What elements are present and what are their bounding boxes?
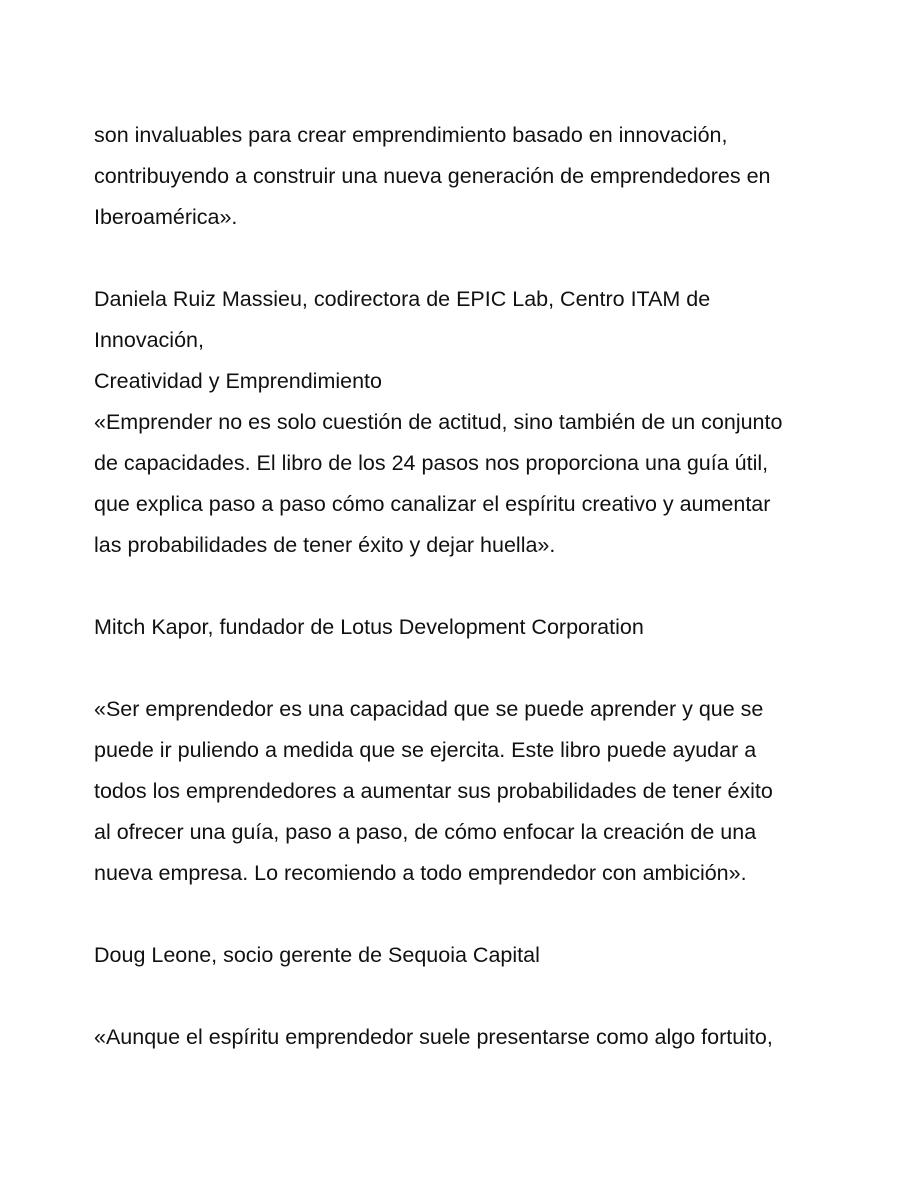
text-line: son invaluables para crear emprendimiento basado en innovación, (94, 123, 728, 147)
quote-line: nueva empresa. Lo recomiendo a todo emprendedor con ambición». (94, 861, 747, 885)
quote-line: que explica paso a paso cómo canalizar el espíritu creativo y aumentar (94, 492, 771, 516)
attribution-line: Creatividad y Emprendimiento (94, 369, 382, 393)
quote-line: puede ir puliendo a medida que se ejercita. Este libro puede ayudar a (94, 738, 757, 762)
quote-line: «Ser emprendedor es una capacidad que se puede aprender y que se (94, 697, 764, 721)
text-line: contribuyendo a construir una nueva generación de emprendedores en (94, 164, 771, 188)
text-line: Iberoamérica». (94, 205, 238, 229)
quote-line: las probabilidades de tener éxito y dejar huella». (94, 533, 556, 557)
quote-line: «Aunque el espíritu emprendedor suele presentarse como algo fortuito, (94, 1025, 773, 1049)
quote-line: todos los emprendedores a aumentar sus probabilidades de tener éxito (94, 779, 773, 803)
quote-line: al ofrecer una guía, paso a paso, de cómo enfocar la creación de una (94, 820, 757, 844)
attribution-line: Doug Leone, socio gerente de Sequoia Capital (94, 943, 540, 967)
quote-line: «Emprender no es solo cuestión de actitud, sino también de un conjunto (94, 410, 783, 434)
quote-line: de capacidades. El libro de los 24 pasos nos proporciona una guía útil, (94, 451, 769, 475)
attribution-line: Mitch Kapor, fundador de Lotus Development Corporation (94, 615, 644, 639)
attribution-line: Daniela Ruiz Massieu, codirectora de EPIC Lab, Centro ITAM de (94, 287, 711, 311)
attribution-line: Innovación, (94, 328, 204, 352)
